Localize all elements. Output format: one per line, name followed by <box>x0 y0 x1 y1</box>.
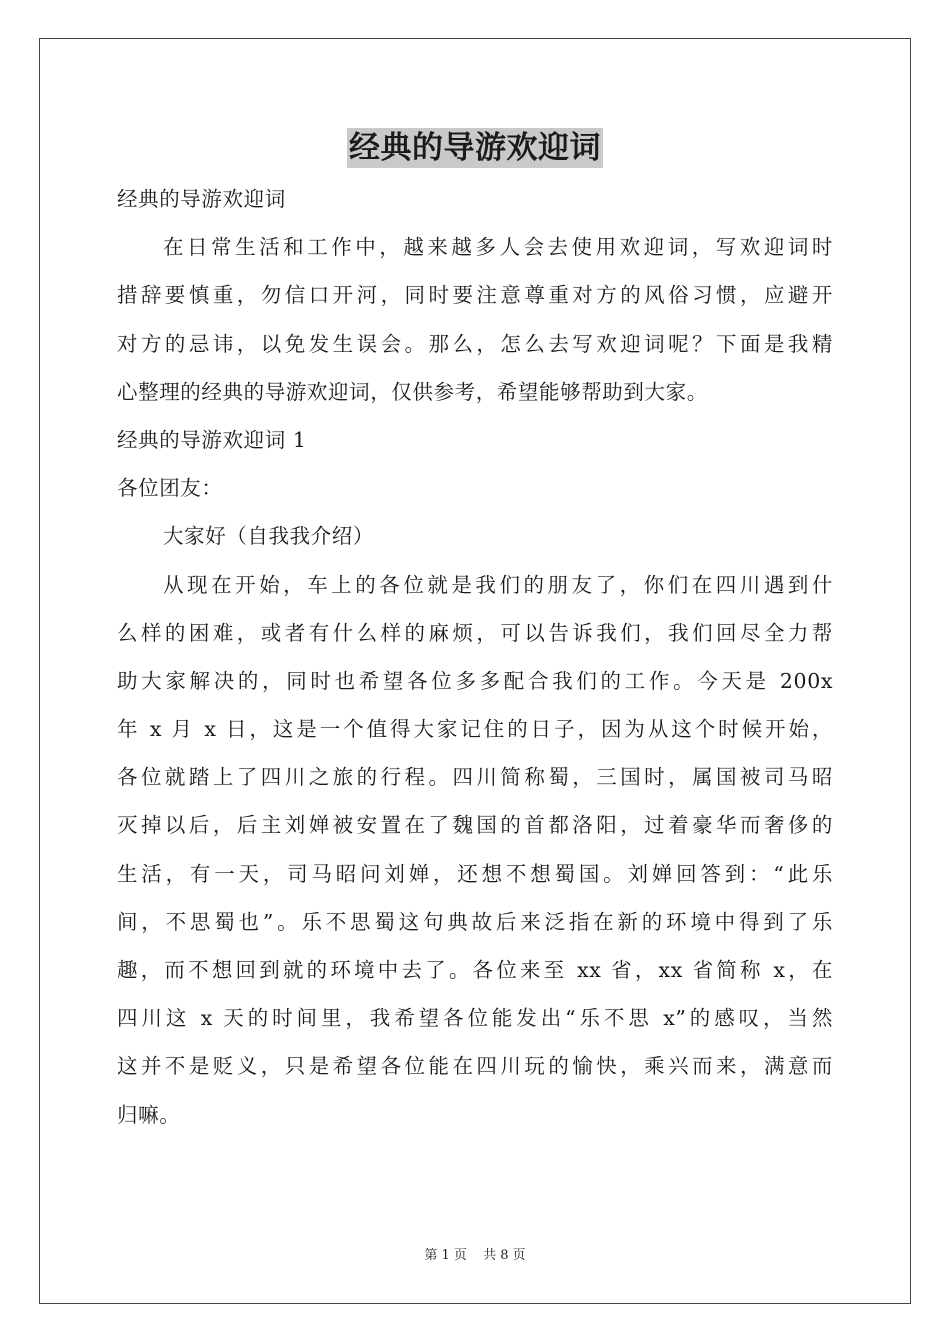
text-line: 四川这 x 天的时间里，我希望各位能发出“乐不思 x”的感叹，当然 <box>117 1006 833 1031</box>
page-total: 共 8 页 <box>483 1248 526 1263</box>
page-footer <box>0 1244 950 1263</box>
text-line: 么样的困难，或者有什么样的麻烦，可以告诉我们，我们回尽全力帮 <box>117 620 833 645</box>
text-line: 归嘛。 <box>117 1102 181 1127</box>
text-line: 对方的忌讳，以免发生误会。那么，怎么去写欢迎词呢？下面是我精 <box>117 331 833 356</box>
text-line: 在日常生活和工作中，越来越多人会去使用欢迎词，写欢迎词时 <box>163 235 833 260</box>
text-line: 生活，有一天，司马昭问刘婵，还想不想蜀国。刘婵回答到：“此乐 <box>117 861 833 886</box>
text-line: 从现在开始，车上的各位就是我们的朋友了，你们在四川遇到什 <box>163 572 833 597</box>
page-number: 第 1 页 <box>424 1248 467 1263</box>
text-line: 经典的导游欢迎词 1 <box>117 427 307 452</box>
text-line: 趣，而不想回到就的环境中去了。各位来至 xx 省，xx 省简称 x，在 <box>117 958 833 982</box>
text-line: 间，不思蜀也”。乐不思蜀这句典故后来泛指在新的环境中得到了乐 <box>117 909 833 934</box>
text-line: 大家好（自我我介绍） <box>163 524 374 549</box>
text-line: 各位就踏上了四川之旅的行程。四川简称蜀，三国时，属国被司马昭 <box>117 765 833 790</box>
text-line: 各位团友： <box>117 476 223 501</box>
text-line: 助大家解决的，同时也希望各位多多配合我们的工作。今天是 200x <box>117 668 833 693</box>
text-line: 年 x 月 x 日，这是一个值得大家记住的日子，因为从这个时候开始， <box>117 717 833 742</box>
text-line: 措辞要慎重，勿信口开河，同时要注意尊重对方的风俗习惯，应避开 <box>117 283 833 308</box>
text-line: 心整理的经典的导游欢迎词，仅供参考，希望能够帮助到大家。 <box>117 379 708 404</box>
text-line: 灭掉以后，后主刘婵被安置在了魏国的首都洛阳，过着豪华而奢侈的 <box>117 813 833 838</box>
title-container <box>0 128 950 168</box>
text-line: 这并不是贬义，只是希望各位能在四川玩的愉快，乘兴而来，满意而 <box>117 1054 833 1079</box>
text-line: 经典的导游欢迎词 <box>117 187 286 211</box>
body-text <box>117 175 833 1139</box>
page-title: 经典的导游欢迎词 <box>349 130 601 166</box>
